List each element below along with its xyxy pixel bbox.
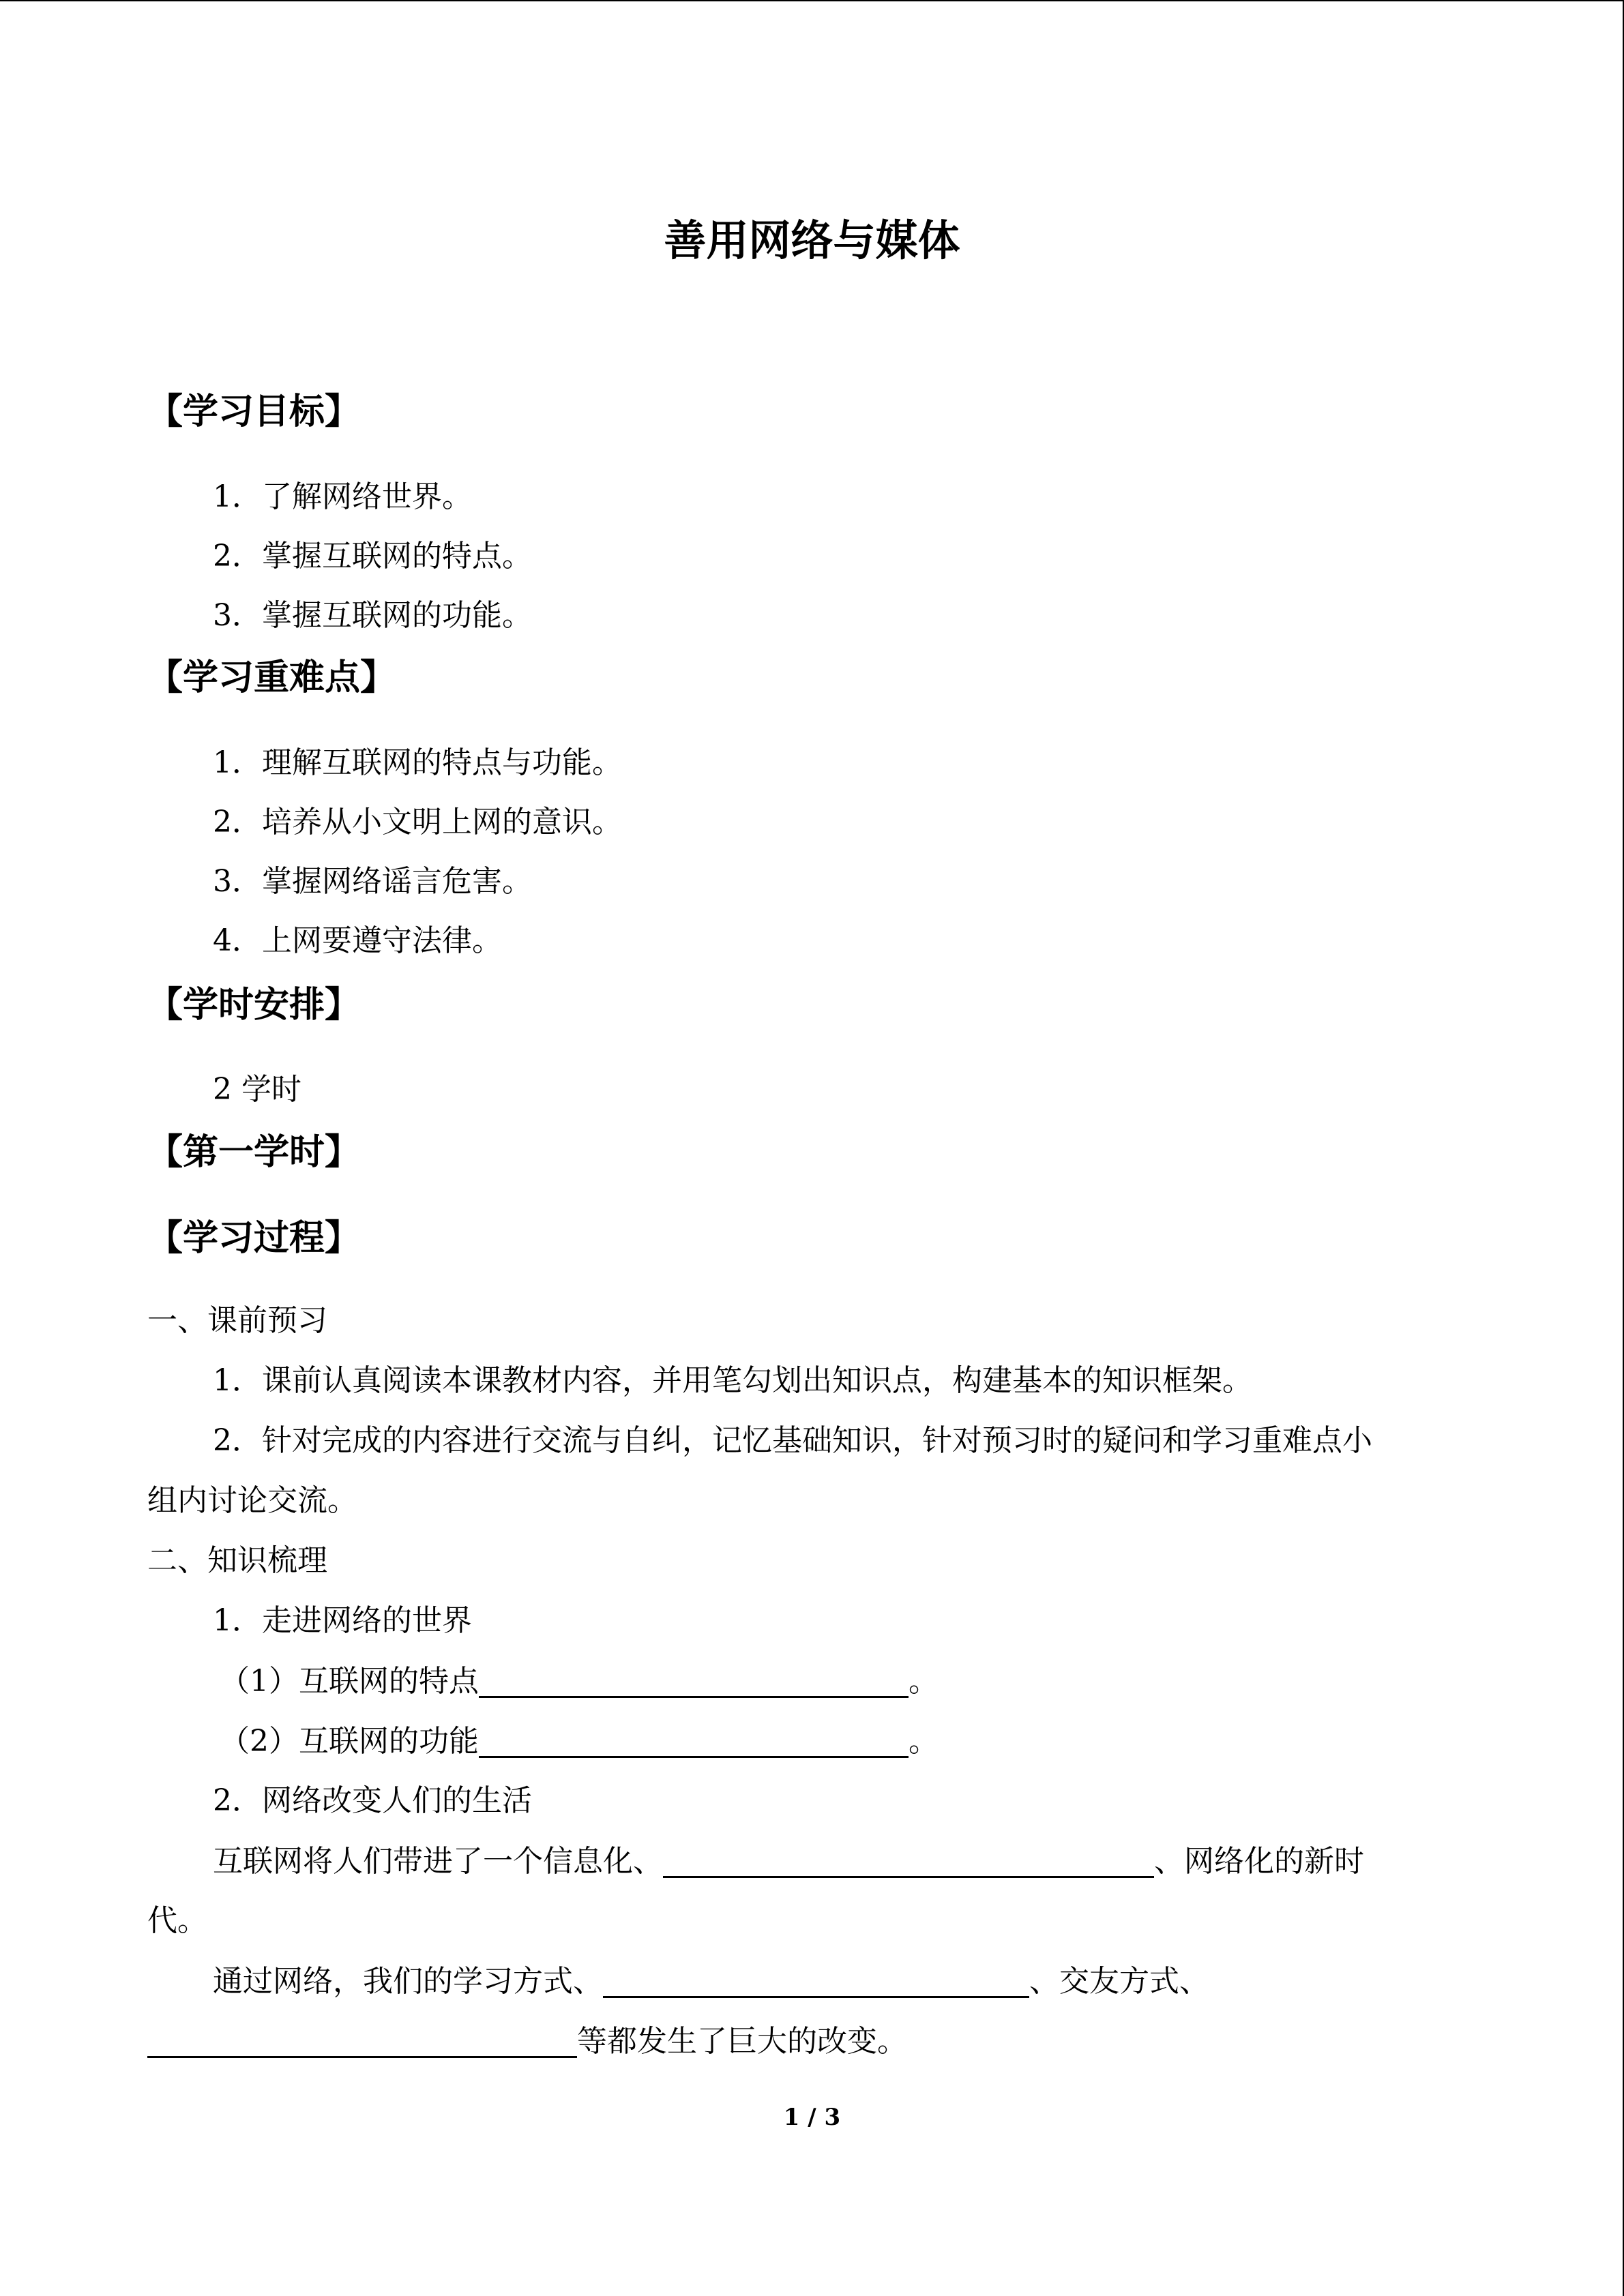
preview-item-2: 2．针对完成的内容进行交流与自纠，记忆基础知识，针对预习时的疑问和学习重难点小 [213,1423,1372,1458]
process-heading: 【学习过程】 [147,1217,361,1259]
paragraph-2-cont [147,2026,907,2057]
paragraph-2-text-mid: 、交友方式、 [1029,1964,1209,1999]
document-title: 善用网络与媒体 [664,215,960,265]
key-point-item: 1．理解互联网的特点与功能。 [213,745,622,780]
paragraph-1-text: 互联网将人们带进了一个信息化、 [213,1844,663,1879]
key-point-item: 3．掌握网络谣言危害。 [213,864,532,899]
fill-blank[interactable] [479,1726,909,1758]
key-point-item: 2．培养从小文明上网的意识。 [213,805,622,839]
knowledge-sub-2: 2．网络改变人们的生活 [213,1783,532,1818]
objective-item: 1．了解网络世界。 [213,479,472,514]
question-2-label: （2）互联网的功能 [220,1724,479,1759]
preview-item-1: 1．课前认真阅读本课教材内容，并用笔勾划出知识点，构建基本的知识框架。 [213,1363,1252,1398]
schedule-heading: 【学时安排】 [147,984,361,1026]
question-2 [220,1726,939,1757]
paragraph-1 [213,1846,1364,1877]
question-1-end: 。 [909,1664,939,1699]
objectives-heading: 【学习目标】 [147,391,361,432]
knowledge-label: 二、知识梳理 [147,1543,327,1578]
key-point-item: 4．上网要遵守法律。 [213,923,502,958]
fill-blank[interactable] [479,1666,909,1698]
paragraph-1-cont: 代。 [147,1903,207,1938]
question-2-end: 。 [909,1724,939,1759]
question-1-label: （1）互联网的特点 [220,1664,479,1699]
preview-label: 一、课前预习 [147,1303,327,1338]
objective-item: 2．掌握互联网的特点。 [213,539,532,573]
key-points-heading: 【学习重难点】 [147,657,396,698]
paragraph-2-text-end: 等都发生了巨大的改变。 [577,2024,907,2059]
fill-blank[interactable] [147,2026,577,2058]
paragraph-1-text-end: 、网络化的新时 [1154,1844,1364,1879]
paragraph-2 [213,1966,1209,1997]
objective-item: 3．掌握互联网的功能。 [213,598,532,633]
knowledge-sub-1: 1．走进网络的世界 [213,1603,472,1638]
paragraph-2-text: 通过网络，我们的学习方式、 [213,1964,603,1999]
fill-blank[interactable] [663,1846,1154,1878]
schedule-text: 2 学时 [213,1072,301,1107]
question-1 [220,1666,939,1697]
page-number: 1 / 3 [783,2104,841,2131]
fill-blank[interactable] [603,1966,1029,1998]
preview-item-2-cont: 组内讨论交流。 [147,1483,357,1518]
first-period-heading: 【第一学时】 [147,1131,361,1173]
